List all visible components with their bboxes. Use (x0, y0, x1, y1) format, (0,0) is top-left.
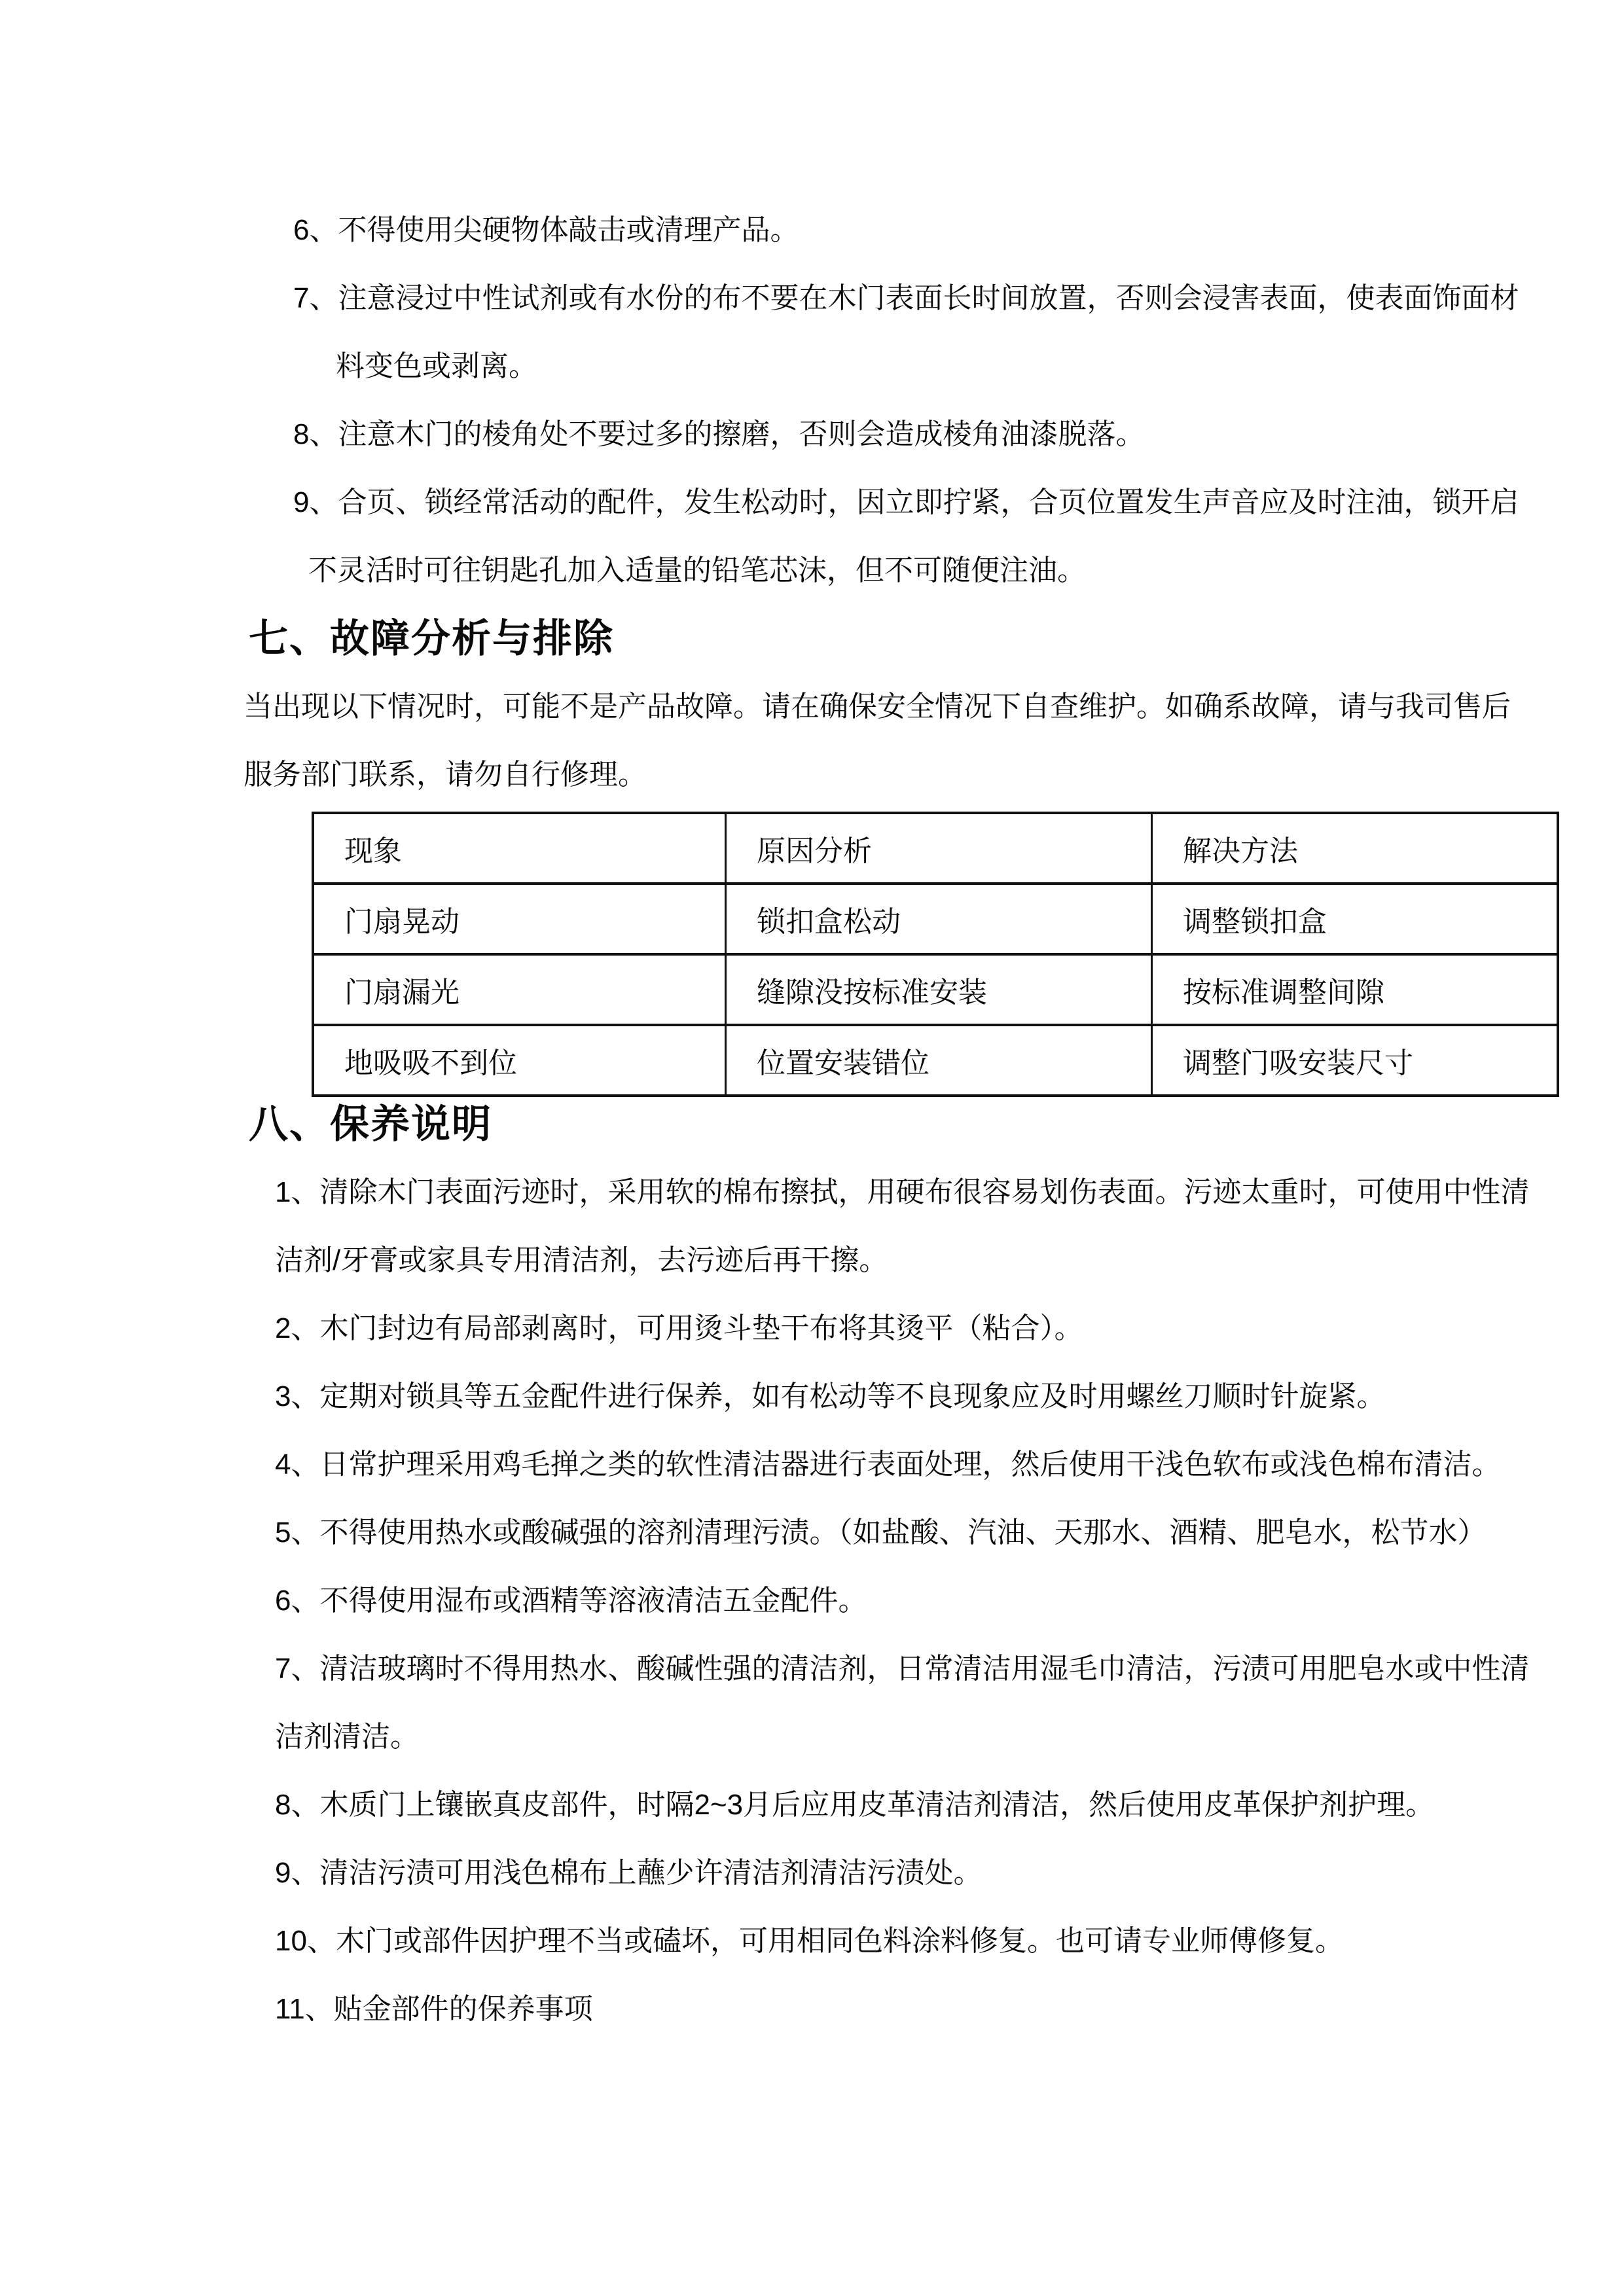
list-item-6 (293, 196, 799, 264)
list-item-7 (293, 264, 1519, 332)
maintenance-item-11: 11、贴金部件的保养事项 (275, 1993, 593, 2025)
table-cell: 缝隙没按标准安装 (726, 954, 1152, 1025)
maintenance-item-7: 7、清洁玻璃时不得用热水、酸碱性强的清洁剂，日常清洁用湿毛巾清洁，污渍可用肥皂水或中性清 (275, 1653, 1530, 1685)
maintenance-item-2: 2、木门封边有局部剥离时，可用烫斗垫干布将其烫平（粘合）。 (275, 1312, 1083, 1344)
table-cell: 按标准调整间隙 (1152, 954, 1559, 1025)
table-cell: 门扇漏光 (313, 954, 726, 1025)
list-item-number: 7、 (293, 282, 338, 314)
table-header-cause: 原因分析 (726, 813, 1152, 884)
maintenance-item-5: 5、不得使用热水或酸碱强的溶剂清理污渍。（如盐酸、汽油、天那水、酒精、肥皂水，松节水） (275, 1516, 1487, 1549)
maintenance-item-3: 3、定期对锁具等五金配件进行保养，如有松动等不良现象应及时用螺丝刀顺时针旋紧。 (275, 1380, 1386, 1412)
list-item-number: 9、 (293, 486, 338, 518)
table-cell: 位置安装错位 (726, 1025, 1152, 1096)
maintenance-item-7-continuation: 洁剂清洁。 (275, 1721, 419, 1753)
maintenance-item-1-continuation: 洁剂/牙膏或家具专用清洁剂，去污迹后再干擦。 (275, 1244, 888, 1276)
list-item-text: 合页、锁经常活动的配件，发生松动时，因立即拧紧，合页位置发生声音应及时注油，锁开启 (338, 486, 1519, 518)
section-heading-fault-analysis: 七、故障分析与排除 (249, 617, 614, 660)
list-item-text: 注意浸过中性试剂或有水份的布不要在木门表面长时间放置，否则会浸害表面，使表面饰面材 (338, 282, 1519, 314)
section7-intro-line-2: 服务部门联系，请勿自行修理。 (244, 759, 647, 791)
list-item-7-continuation: 料变色或剥离。 (336, 350, 537, 382)
list-item-number: 8、 (293, 418, 338, 450)
list-item-8 (293, 401, 1144, 469)
table-row (313, 1025, 1558, 1096)
table-header-solution: 解决方法 (1152, 813, 1559, 884)
table-header-row (313, 813, 1558, 884)
list-item-9-continuation: 不灵活时可往钥匙孔加入适量的铅笔芯沫，但不可随便注油。 (308, 554, 1086, 586)
table-cell: 门扇晃动 (313, 884, 726, 954)
list-item-number: 6、 (293, 214, 338, 246)
list-item-text: 不得使用尖硬物体敲击或清理产品。 (338, 214, 799, 246)
table-row (313, 884, 1558, 954)
maintenance-item-8: 8、木质门上镶嵌真皮部件，时隔2~3月后应用皮革清洁剂清洁，然后使用皮革保护剂护理。 (275, 1789, 1435, 1821)
fault-analysis-table (312, 812, 1559, 1097)
table-cell: 调整锁扣盒 (1152, 884, 1559, 954)
table-cell: 锁扣盒松动 (726, 884, 1152, 954)
list-item-text: 注意木门的棱角处不要过多的擦磨，否则会造成棱角油漆脱落。 (338, 418, 1145, 450)
table-cell: 地吸吸不到位 (313, 1025, 726, 1096)
section-heading-maintenance: 八、保养说明 (249, 1102, 492, 1146)
maintenance-item-1: 1、清除木门表面污迹时，采用软的棉布擦拭，用硬布很容易划伤表面。污迹太重时，可使用中性清 (275, 1176, 1530, 1208)
maintenance-item-9: 9、清洁污渍可用浅色棉布上蘸少许清洁剂清洁污渍处。 (275, 1857, 983, 1889)
list-item-9 (293, 469, 1519, 537)
table-header-phenomenon: 现象 (313, 813, 726, 884)
maintenance-item-6: 6、不得使用湿布或酒精等溶液清洁五金配件。 (275, 1585, 867, 1617)
table-row (313, 954, 1558, 1025)
maintenance-item-10: 10、木门或部件因护理不当或磕坏，可用相同色料涂料修复。也可请专业师傅修复。 (275, 1925, 1344, 1957)
table-cell: 调整门吸安装尺寸 (1152, 1025, 1559, 1096)
section7-intro-line-1: 当出现以下情况时，可能不是产品故障。请在确保安全情况下自查维护。如确系故障，请与我司售后 (244, 691, 1511, 723)
maintenance-item-4: 4、日常护理采用鸡毛掸之类的软性清洁器进行表面处理，然后使用干浅色软布或浅色棉布清洁。 (275, 1448, 1501, 1480)
